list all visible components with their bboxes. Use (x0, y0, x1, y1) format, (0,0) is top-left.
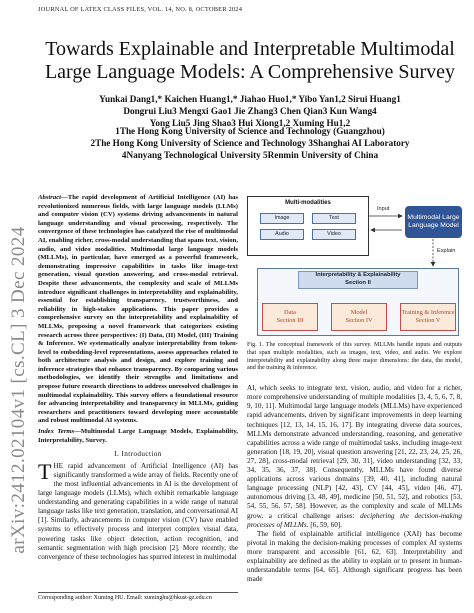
authors-line-2: Dongrui Liu3 Mengxi Gao1 Jie Zhang3 Chen Qian3 Kun Wang4 (123, 106, 377, 116)
authors-line-3: Yong Liu5 Jing Shao3 Hui Xiong1,2 Xuming Hu1,2 (149, 118, 351, 128)
data-section-box (262, 303, 318, 331)
left-column (38, 194, 238, 562)
explain-label: Explain (437, 248, 456, 254)
modality-image: Image (260, 213, 304, 224)
right-paragraph-2: The field of explainable artificial intelligence (XAI) has become pivotal in making the decision-making processes of complex AI systems more transparent and accessible [61, 62, 63]. Interpretability and explainability are defined as the ability to explain or to present in human-understandable terms [64, 65]. Although significant progress has been made (247, 529, 462, 584)
section-heading-introduction: I. Introduction (114, 450, 162, 459)
author-list (40, 93, 460, 129)
footnote: Corresponding author: Xuming HU. Email: xuminghu@hkust-gz.edu.cn (38, 592, 238, 601)
introduction-paragraph (38, 458, 238, 562)
title-line-2: Large Language Models: A Comprehensive Survey (44, 61, 456, 83)
right-paragraph-1-text: AI, which seeks to integrate text, vision, audio, and video for a richer, more comprehensive understanding of multiple modalities [3, 4, 5, 6, 7, 8, 9, 10, 11]. Multimodal large language models (MLLMs) have experienced rapid advancements, driven by significant improvements in deep learning techniques [12, 13, 14, 15, 16, 17]. By integrating diverse data sources, MLLMs demonstrate advanced understanding, reasoning, and generative capabilities across a wide range of multimodal tasks, including image-text generation [18, 19, 20], visual question answering [21, 22, 23, 24, 25, 26, 27, 28], cross-modal retrieval [29, 30, 31], video understanding [32, 33, 34, 35, 36, 37, 38]. Consequently, MLLMs have found diverse applications across various domains [39, 40, 41], including natural language processing (NLP) [42, 43], CV [44, 45], video [46, 47], autonomous driving [3, 48, 49], medicine [50, 51, 52], and robotics [53, 54, 55, 56, 57, 58]. However, as the complexity and scale of MLLMs grow, a critical challenge arises: (247, 384, 462, 520)
training-section-label: Section V (415, 317, 441, 324)
running-header: JOURNAL OF LATEX CLASS FILES, VOL. 14, NO. 8, OCTOBER 2024 (38, 6, 243, 13)
affiliation-1: 1The Hong Kong University of Science and Technology (Guangzhou) (115, 126, 385, 136)
affiliation-3: 4Nanyang Technological University 5Renmin University of China (121, 150, 379, 160)
right-paragraph-1-tail: [6, 59, 60]. (308, 520, 342, 529)
model-section-box (331, 303, 387, 331)
abstract-label: Abstract (38, 194, 62, 201)
input-label: Input (377, 206, 390, 212)
abstract (38, 194, 238, 426)
right-paragraph-1 (247, 384, 462, 530)
index-terms-text: —Multimodal Large Language Models, Explainability, Interpretability, Survey. (38, 428, 238, 444)
figure-caption: Fig. 1. The conceptual framework of this survey. MLLMs handle inputs and outputs that span multiple modalities, such as images, text, video, and audio. We explore interpretability and explainability along three major dimensions: the data, the model, and the training & inference. (247, 342, 462, 372)
affiliation-2: 2The Hong Kong University of Science and Technology 3Shanghai AI Laboratory (90, 138, 410, 148)
modality-text: Text (312, 213, 356, 224)
modality-audio: Audio (260, 229, 304, 240)
interpretability-title: Interpretability & Explainability (315, 272, 401, 278)
interpretability-box (257, 268, 459, 336)
right-column (247, 194, 462, 584)
training-section-box (400, 303, 456, 331)
model-label: Model (350, 309, 368, 316)
index-terms (38, 428, 238, 445)
right-body (247, 384, 462, 584)
affiliations (40, 125, 460, 161)
data-label: Data (284, 309, 296, 316)
arxiv-stamp-text: arXiv:2412.02104v1 [cs.CL] 3 Dec 2024 (8, 226, 29, 554)
figure-1 (247, 194, 462, 338)
modality-video: Video (312, 229, 356, 240)
training-label: Training & Inference (401, 309, 455, 316)
model-section-label: Section IV (345, 317, 373, 324)
interpretability-header (298, 271, 418, 289)
arxiv-stamp (6, 195, 32, 585)
multimodalities-label: Multi-modalities (285, 200, 331, 206)
right-paragraph-1-emphasis: deciphering the decision-making processes of MLLMs. (247, 511, 462, 529)
title-line-1: Towards Explainable and Interpretable Multimodal (45, 38, 455, 60)
authors-line-1: Yunkai Dang1,* Kaichen Huang1,* Jiahao Huo1,* Yibo Yan1,2 Sirui Huang1 (99, 94, 401, 104)
data-section-label: Section III (276, 317, 304, 324)
interpretability-section: Section II (345, 279, 371, 286)
drop-cap: T (38, 458, 52, 484)
abstract-text: —The rapid development of Artificial Intelligence (AI) has revolutionized numerous fields, with large language models (LLMs) and computer vision (CV) systems driving advancements in natural language understanding and visual processing, respectively. The convergence of these technologies has catalyzed the rise of multimodal AI, enabling richer, cross-modal understanding that spans text, vision, audio, and video modalities. Multimodal large language models (MLLMs), in particular, have emerged as a powerful framework, demonstrating impressive capabilities in tasks like image-text generation, visual question answering, and cross-modal retrieval. Despite these advancements, the complexity and scale of MLLMs introduce significant challenges in interpretability and explainability, essential for establishing transparency, trustworthiness, and reliability in high-stakes applications. This paper provides a comprehensive survey on the interpretability and explainability of MLLMs, proposing a novel framework that categorizes existing research across three perspectives: (I) Data, (II) Model, (III) Training & Inference. We systematically analyze interpretability from token-level to embedding-level representations, assess approaches related to both architecture analysis and design, and explore training and inference strategies that enhance transparency. By comparing various methodologies, we identify their strengths and limitations and propose future research directions to address unresolved challenges in multimodal explainability. This survey offers a foundational resource for advancing interpretability and transparency in MLLMs, guiding researchers and practitioners toward developing more accountable and robust multimodal AI systems. (38, 194, 238, 425)
index-terms-label: Index Terms (38, 428, 75, 436)
paper-title (40, 38, 460, 84)
mllm-box: Multimodal Large Language Model (405, 206, 462, 238)
introduction-text: HE rapid advancement of Artificial Intelligence (AI) has significantly transformed a wide array of fields. Recently one of the most influential advancements in AI is the development of large language models (LLMs), which exhibit remarkable language understanding and generating capabilities in a wide range of natural language tasks like text generation, translation, and conversational AI [1]. Similarly, advancements in computer vision (CV) have enabled systems to effectively process and interpret complex visual data, powering tasks like object detection, action recognition, and semantic segmentation with high precision [2]. More recently, the convergence of these technologies has spurred interest in multimodal (38, 461, 238, 561)
